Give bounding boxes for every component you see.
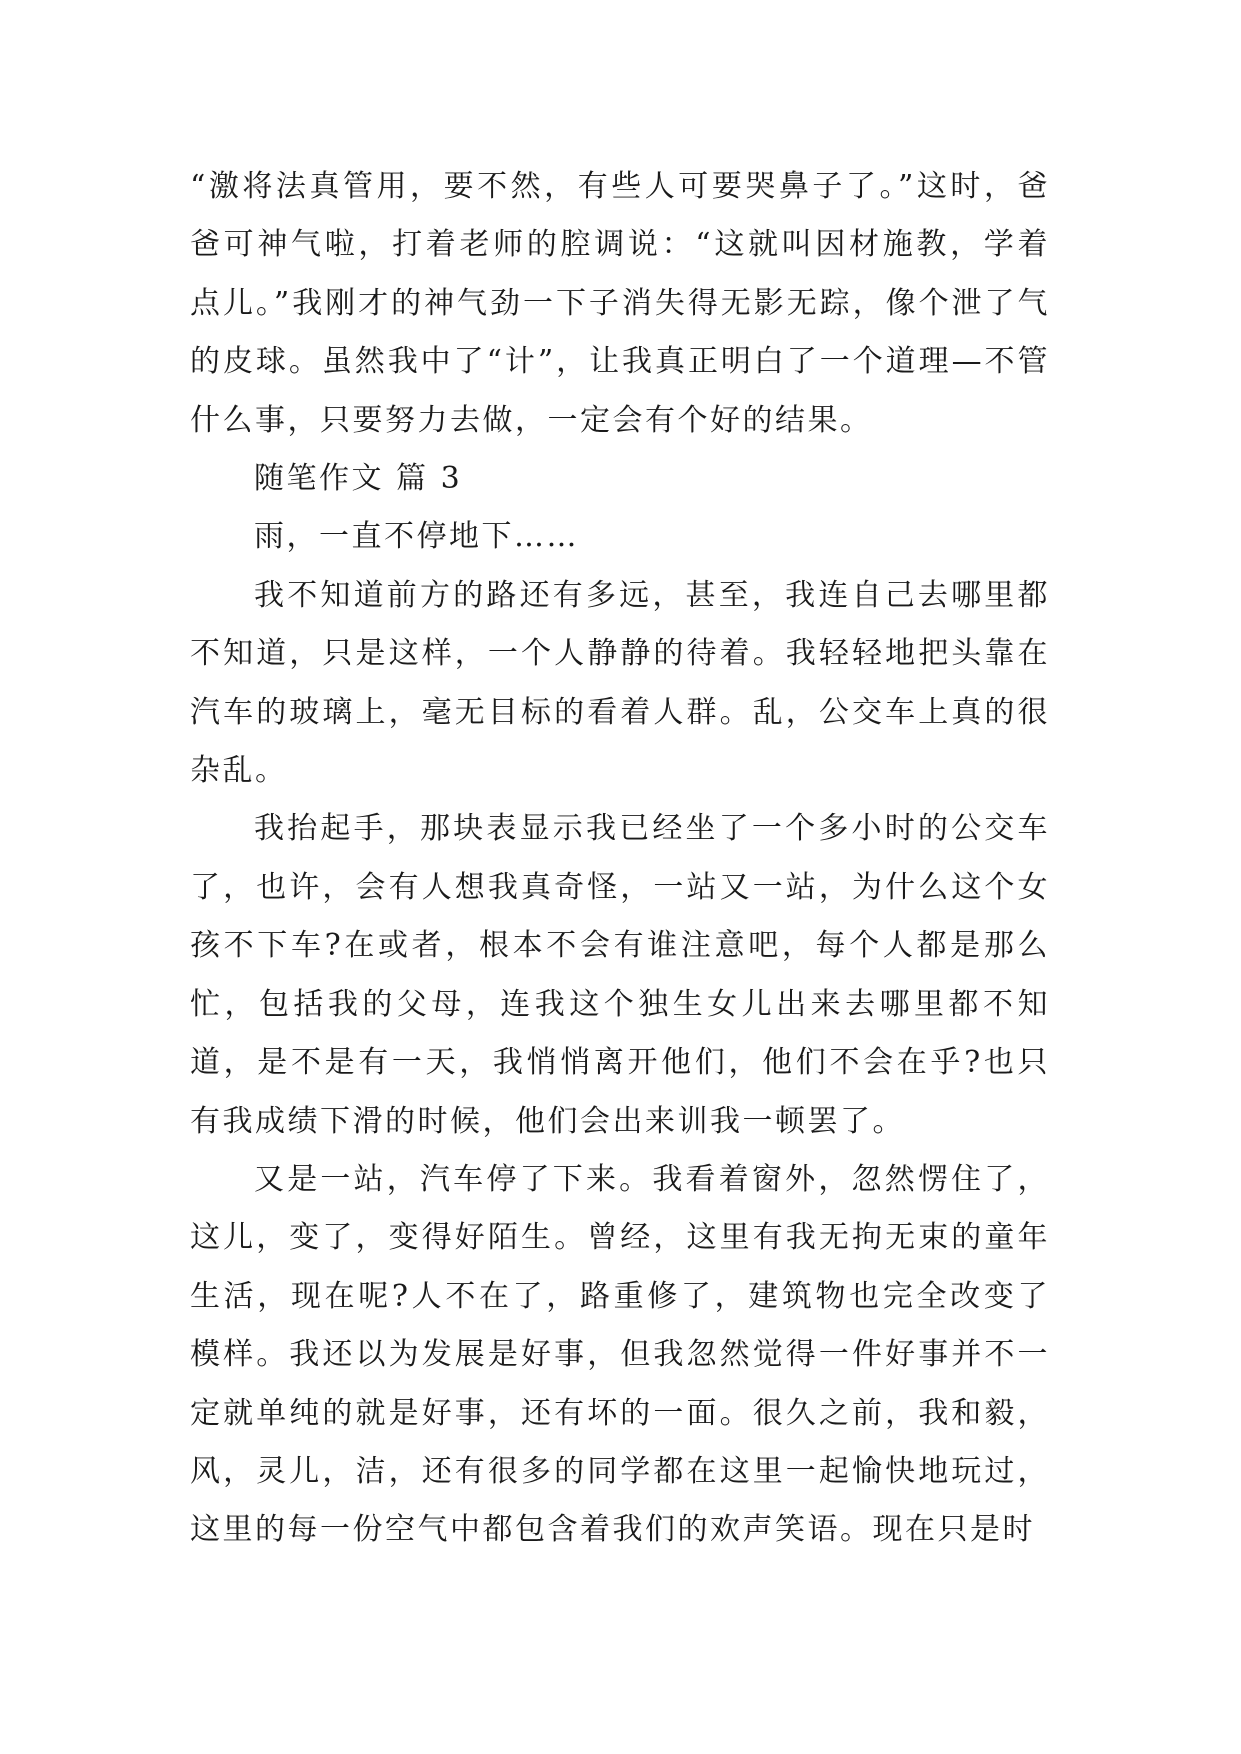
section-heading: 随笔作文 篇 3	[254, 461, 463, 497]
paragraph-continuation: “激将法真管用，要不然，有些人可要哭鼻子了。”这时，爸爸可神气啦，打着老师的腔调说：“这就叫因材施教，学着点儿。”我刚才的神气劲一下子消失得无影无踪，像个泄了气的皮球。虽然我中了“计”，让我真正明白了一个道理—不管什么事，只要努力去做，一定会有个好的结果。	[190, 169, 1050, 438]
paragraph-rain: 雨，一直不停地下……	[254, 519, 579, 555]
paragraph-watch: 我抬起手，那块表显示我已经坐了一个多小时的公交车了，也许，会有人想我真奇怪，一站又一站，为什么这个女孩不下车?在或者，根本不会有谁注意吧，每个人都是那么忙，包括我的父母，连我这个独生女儿出来去哪里都不知道，是不是有一天，我悄悄离开他们，他们不会在乎?也只有我成绩下滑的时候，他们会出来训我一顿罢了。	[190, 811, 1050, 1139]
paragraph-road: 我不知道前方的路还有多远，甚至，我连自己去哪里都不知道，只是这样，一个人静静的待着。我轻轻地把头靠在汽车的玻璃上，毫无目标的看着人群。乱，公交车上真的很杂乱。	[190, 577, 1050, 789]
document-body	[190, 158, 1050, 1560]
paragraph-station: 又是一站，汽车停了下来。我看着窗外，忽然愣住了，这儿，变了，变得好陌生。曾经，这里有我无拘无束的童年生活，现在呢?人不在了，路重修了，建筑物也完全改变了模样。我还以为发展是好事，但我忽然觉得一件好事并不一定就单纯的就是好事，还有坏的一面。很久之前，我和毅，风，灵儿，洁，还有很多的同学都在这里一起愉快地玩过，这里的每一份空气中都包含着我们的欢声笑语。现在只是时	[190, 1161, 1050, 1548]
